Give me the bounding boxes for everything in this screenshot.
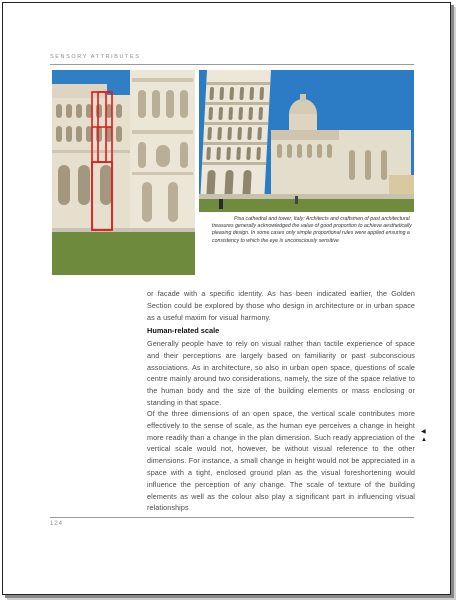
cathedral-facade-photo (52, 70, 195, 275)
footer-rule (50, 517, 414, 518)
body-paragraph: or facade with a specific identity. As has been indicated earlier, the Golden Section could be explored by those who design in architecture or in urban space as a useful maxim for visual harmony. (147, 289, 415, 322)
section-heading: Human-related scale (147, 326, 220, 335)
running-head: SENSORY ATTRIBUTES (50, 54, 141, 60)
header-rule (50, 64, 414, 65)
body-paragraph: Generally people have to rely on visual rather than tactile experience of space and their perceptions are largely based on familiarity or past subconscious associations. As in architecture, so also in urban open space, questions of scale centre mainly around two considerations, namely, the size of the space relative to the human body and the size of the building elements or mass enclosing or standing in that space. (147, 339, 415, 407)
book-page (2, 2, 451, 595)
page-number: 124 (50, 521, 64, 527)
body-paragraph: Of the three dimensions of an open space, the vertical scale contributes more effectively to the sense of scale, as the human eye perceives a change in height more readily than a change in the plan dimension. Such ready appreciation of the vertical scale would not, however, be without visual reference to the other dimensions. For instance, a small change in height would not be appreciated in a space with a tight, enclosed ground plan as the visual foreshortening would influence the perception of any change. The scale of texture of the building elements as well as the colour also play a significant part in influencing visual relationships (147, 409, 415, 513)
caption-text: Pisa cathedral and tower, Italy: Architects and craftsmen of past architectural treasures generally acknowledged the value of good proportion to achieve aesthetically pleasing design. In some cases only simple proportional rules were applied ensuring a consistency to which the eye is unconsciously sensitive (212, 216, 412, 244)
leaning-tower-cathedral-photo (199, 70, 414, 212)
caption-arrows-icon: ◀ ▲ (421, 429, 427, 443)
